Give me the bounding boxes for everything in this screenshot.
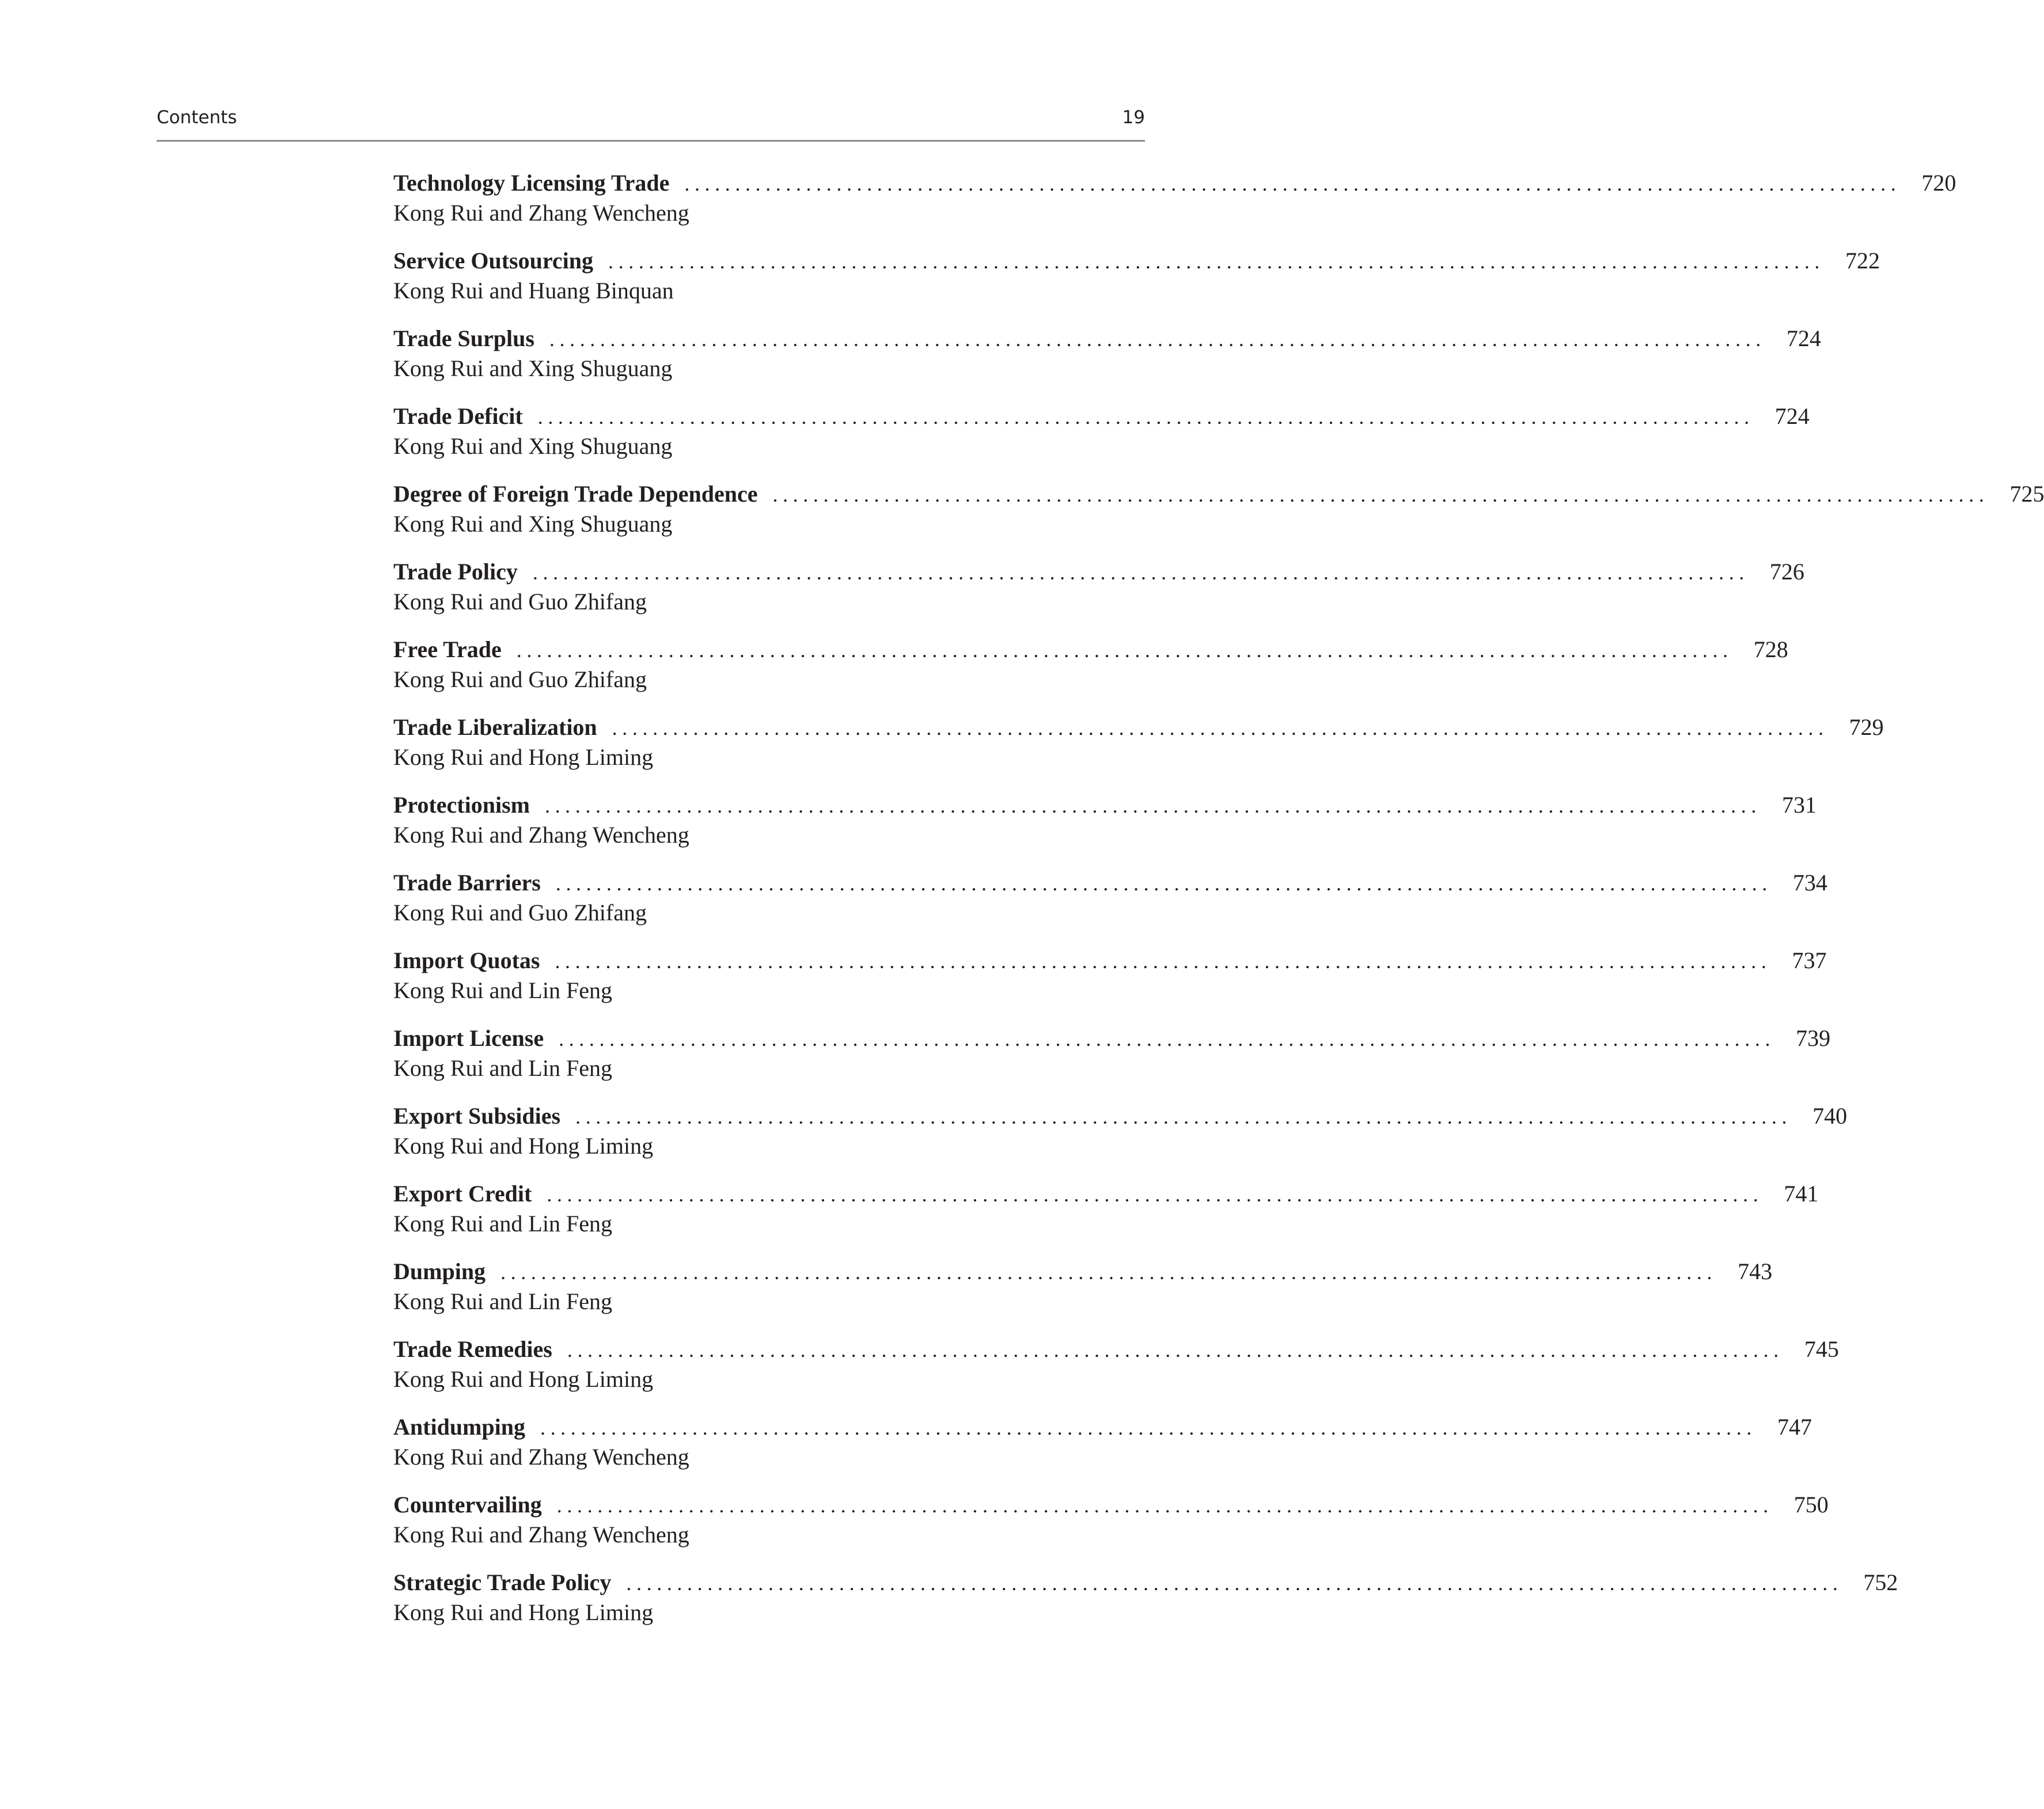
toc-entry-authors: Kong Rui and Guo Zhifang xyxy=(393,900,647,926)
dot-leader: ........................................................................................................................ xyxy=(555,872,1772,895)
toc-entry-authors: Kong Rui and Lin Feng xyxy=(393,1055,612,1081)
toc-entry-page: 740 xyxy=(1812,1103,1848,1129)
dot-leader: ........................................................................................................................ xyxy=(537,405,1754,428)
toc-entry-authors: Kong Rui and Huang Binquan xyxy=(393,278,674,304)
toc-entry-page: 731 xyxy=(1781,792,1817,818)
toc-entry xyxy=(393,945,1827,1022)
dot-leader: ........................................................................................................................ xyxy=(540,1416,1757,1439)
toc-entry-page: 743 xyxy=(1738,1258,1773,1284)
toc-entry-title: Trade Remedies xyxy=(393,1336,552,1362)
toc-entry xyxy=(393,1411,1812,1489)
toc-entry-title: Degree of Foreign Trade Dependence xyxy=(393,481,758,507)
dot-leader: ........................................................................................................................ xyxy=(516,639,1733,662)
toc-entry-title: Dumping xyxy=(393,1258,486,1284)
toc-entry xyxy=(393,711,1884,789)
toc-entry-page: 720 xyxy=(1921,170,1956,196)
toc-entry xyxy=(393,556,1804,634)
toc-entry-authors: Kong Rui and Xing Shuguang xyxy=(393,511,673,537)
toc-entry xyxy=(393,1100,1848,1178)
toc-entry-authors: Kong Rui and Xing Shuguang xyxy=(393,355,673,381)
toc-entry xyxy=(393,1333,1839,1411)
dot-leader: ........................................................................................................................ xyxy=(575,1105,1792,1128)
toc-entry-page: 728 xyxy=(1753,636,1788,662)
toc-entry-line xyxy=(393,711,1884,743)
toc-entry-line xyxy=(393,1022,1831,1054)
toc-entry-title: Countervailing xyxy=(393,1492,542,1518)
toc-entry-title: Trade Liberalization xyxy=(393,714,597,740)
toc-entry-line xyxy=(393,1489,1829,1520)
toc-entry-line xyxy=(393,1178,1819,1209)
toc-entry-title: Strategic Trade Policy xyxy=(393,1569,612,1595)
dot-leader: ........................................................................................................................ xyxy=(772,483,1989,506)
toc-entry-authors: Kong Rui and Zhang Wencheng xyxy=(393,1522,689,1548)
toc-entry-line xyxy=(393,789,1817,821)
toc-entry-authors: Kong Rui and Hong Liming xyxy=(393,744,654,770)
toc-entry xyxy=(393,167,1956,245)
toc-entry-line xyxy=(393,945,1827,976)
toc-entry-page: 729 xyxy=(1849,714,1884,740)
toc-entry-title: Export Credit xyxy=(393,1181,532,1207)
toc-entry xyxy=(393,634,1788,711)
toc-entry-line xyxy=(393,323,1821,354)
table-of-contents xyxy=(393,167,2044,1644)
running-head-page-number: 19 xyxy=(1122,107,1145,128)
toc-entry-page: 745 xyxy=(1804,1336,1839,1362)
toc-entry-authors: Kong Rui and Lin Feng xyxy=(393,977,612,1003)
toc-entry-line xyxy=(393,1411,1812,1443)
dot-leader: ........................................................................................................................ xyxy=(555,950,1772,973)
toc-entry-authors: Kong Rui and Guo Zhifang xyxy=(393,666,647,692)
toc-entry xyxy=(393,245,1880,323)
toc-entry-line xyxy=(393,1567,1898,1598)
toc-entry xyxy=(393,1256,1773,1333)
toc-entry-authors: Kong Rui and Zhang Wencheng xyxy=(393,822,689,848)
toc-entry-authors: Kong Rui and Hong Liming xyxy=(393,1366,654,1392)
toc-entry-page: 747 xyxy=(1777,1414,1812,1440)
toc-entry xyxy=(393,1489,1829,1567)
toc-entry-page: 739 xyxy=(1796,1025,1831,1051)
toc-entry-authors: Kong Rui and Xing Shuguang xyxy=(393,433,673,459)
toc-entry xyxy=(393,867,1827,945)
dot-leader: ........................................................................................................................ xyxy=(549,328,1766,351)
header-rule xyxy=(157,140,1145,142)
dot-leader: ........................................................................................................................ xyxy=(500,1261,1717,1284)
dot-leader: ........................................................................................................................ xyxy=(608,250,1825,273)
toc-entry-authors: Kong Rui and Lin Feng xyxy=(393,1288,612,1314)
toc-entry-authors: Kong Rui and Lin Feng xyxy=(393,1211,612,1237)
toc-entry-page: 752 xyxy=(1863,1569,1898,1595)
toc-entry-line xyxy=(393,478,2044,510)
toc-entry-line xyxy=(393,867,1827,898)
toc-entry xyxy=(393,1567,1898,1644)
toc-entry-authors: Kong Rui and Zhang Wencheng xyxy=(393,1444,689,1470)
toc-entry-line xyxy=(393,167,1956,199)
toc-entry-line xyxy=(393,1100,1848,1132)
toc-entry-title: Protectionism xyxy=(393,792,530,818)
toc-entry-line xyxy=(393,400,1810,432)
toc-entry-page: 734 xyxy=(1792,870,1827,896)
toc-entry-title: Trade Policy xyxy=(393,559,518,585)
toc-entry-title: Technology Licensing Trade xyxy=(393,170,670,196)
dot-leader: ........................................................................................................................ xyxy=(544,794,1761,817)
toc-entry-title: Trade Barriers xyxy=(393,870,541,896)
toc-entry xyxy=(393,1178,1819,1256)
toc-entry-page: 737 xyxy=(1792,947,1827,973)
dot-leader: ........................................................................................................................ xyxy=(567,1338,1784,1362)
toc-entry-title: Export Subsidies xyxy=(393,1103,561,1129)
toc-entry-page: 726 xyxy=(1769,559,1804,585)
toc-entry-title: Trade Deficit xyxy=(393,403,523,429)
toc-entry-title: Import License xyxy=(393,1025,544,1051)
toc-entry-page: 725 xyxy=(2009,481,2044,507)
toc-entry-page: 741 xyxy=(1784,1181,1819,1207)
toc-entry-title: Trade Surplus xyxy=(393,325,534,351)
toc-entry xyxy=(393,478,2044,556)
dot-leader: ........................................................................................................................ xyxy=(612,716,1829,739)
dot-leader: ........................................................................................................................ xyxy=(626,1572,1843,1595)
running-head-title: Contents xyxy=(157,107,237,128)
toc-entry-line xyxy=(393,634,1788,665)
toc-entry-line xyxy=(393,556,1804,587)
toc-entry xyxy=(393,789,1817,867)
dot-leader: ........................................................................................................................ xyxy=(547,1183,1764,1206)
running-head xyxy=(157,105,1145,134)
toc-entry xyxy=(393,323,1821,400)
toc-entry-page: 722 xyxy=(1845,248,1880,274)
dot-leader: ........................................................................................................................ xyxy=(556,1494,1773,1517)
toc-entry-page: 750 xyxy=(1793,1492,1829,1518)
dot-leader: ........................................................................................................................ xyxy=(684,172,1901,195)
toc-entry-authors: Kong Rui and Guo Zhifang xyxy=(393,589,647,615)
toc-entry xyxy=(393,400,1810,478)
toc-entry-title: Antidumping xyxy=(393,1414,525,1440)
toc-entry-title: Free Trade xyxy=(393,636,502,662)
toc-entry xyxy=(393,1022,1831,1100)
toc-entry-line xyxy=(393,1256,1773,1287)
toc-entry-page: 724 xyxy=(1774,403,1810,429)
dot-leader: ........................................................................................................................ xyxy=(532,561,1749,584)
toc-entry-title: Import Quotas xyxy=(393,947,540,973)
toc-entry-line xyxy=(393,245,1880,276)
toc-entry-page: 724 xyxy=(1786,325,1821,351)
toc-entry-title: Service Outsourcing xyxy=(393,248,594,274)
toc-entry-line xyxy=(393,1333,1839,1365)
dot-leader: ........................................................................................................................ xyxy=(559,1027,1776,1050)
toc-entry-authors: Kong Rui and Hong Liming xyxy=(393,1599,654,1625)
toc-entry-authors: Kong Rui and Hong Liming xyxy=(393,1133,654,1159)
toc-entry-authors: Kong Rui and Zhang Wencheng xyxy=(393,200,689,226)
